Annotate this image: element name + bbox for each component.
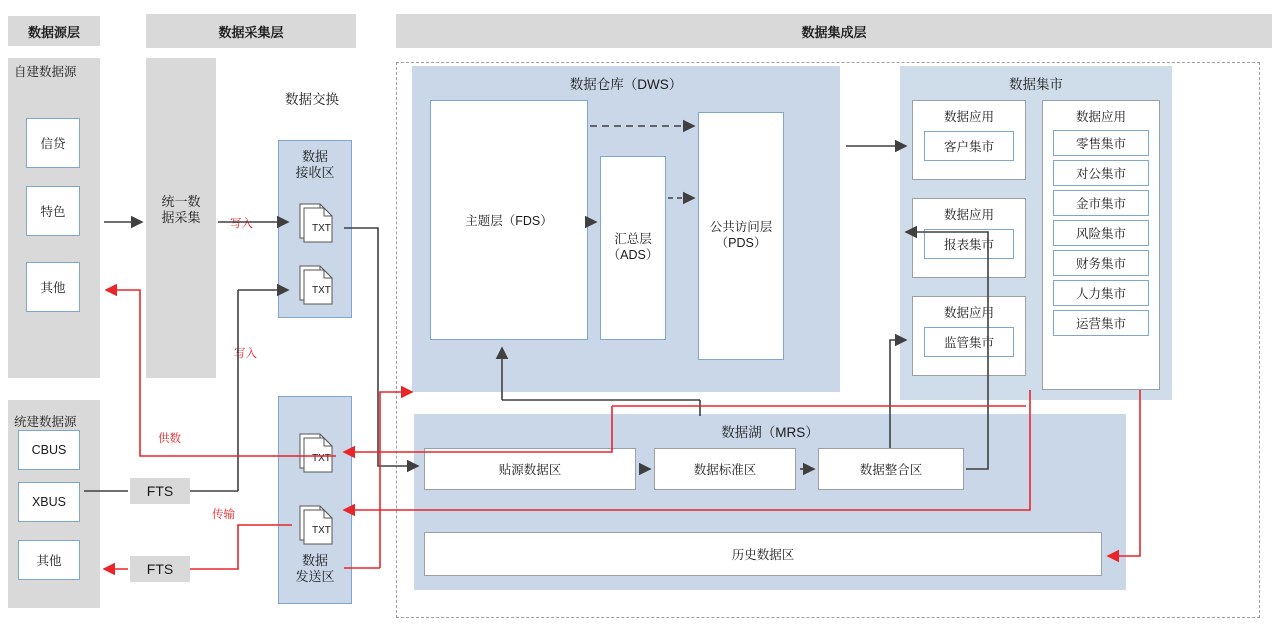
mart-item-report[interactable]: 报表集市: [924, 229, 1014, 259]
lake-zone-standard[interactable]: 数据标准区: [654, 448, 796, 490]
mart-item-customer[interactable]: 客户集市: [924, 131, 1014, 161]
mart-hr[interactable]: 人力集市: [1053, 280, 1149, 306]
mart-finance[interactable]: 财务集市: [1053, 250, 1149, 276]
txt-file-send-1[interactable]: [292, 430, 338, 476]
header-integration-layer: [396, 14, 1272, 48]
fts-top[interactable]: FTS: [130, 478, 190, 504]
svg-text:TXT: TXT: [312, 453, 331, 464]
header-source-layer-label: 数据源层: [27, 24, 80, 40]
unified-collect-label: 统一数 据采集: [161, 193, 201, 225]
header-collect-layer-label: 数据采集层: [218, 24, 284, 40]
lake-zone-integration[interactable]: 数据整合区: [818, 448, 964, 490]
flow-label-write-2: 写入: [234, 348, 257, 360]
mart-group-2-title: 数据应用: [943, 208, 994, 222]
source-item-xbus[interactable]: XBUS: [18, 482, 80, 522]
send-zone-label: 数据 发送区: [295, 552, 335, 584]
mart-group-2: [912, 198, 1026, 278]
self-built-source-title: 自建数据源: [14, 65, 77, 79]
dws-title: 数据仓库（DWS）: [569, 77, 683, 92]
mart-item-supervision[interactable]: 监管集市: [924, 327, 1014, 357]
source-item-feature[interactable]: 特色: [26, 186, 80, 236]
flow-label-supply: 供数: [158, 433, 181, 445]
svg-text:TXT: TXT: [312, 285, 331, 296]
mart-operation[interactable]: 运营集市: [1053, 310, 1149, 336]
svg-text:TXT: TXT: [312, 223, 331, 234]
txt-file-receive-1[interactable]: [292, 200, 338, 246]
mart-group-1: [912, 100, 1026, 180]
mart-risk[interactable]: 风险集市: [1053, 220, 1149, 246]
header-integration-layer-label: 数据集成层: [801, 24, 867, 40]
header-source-layer: [8, 16, 100, 46]
lake-title: 数据湖（MRS）: [721, 425, 819, 440]
dws-ads-box[interactable]: 汇总层 （ADS）: [600, 156, 666, 340]
txt-file-send-2[interactable]: [292, 502, 338, 548]
source-item-other-2[interactable]: 其他: [18, 540, 80, 580]
lake-zone-history[interactable]: 历史数据区: [424, 532, 1102, 576]
unified-built-source-title: 统建数据源: [14, 415, 77, 429]
lake-zone-source[interactable]: 贴源数据区: [424, 448, 636, 490]
data-exchange-title: 数据交换: [285, 92, 339, 107]
mart-group-1-title: 数据应用: [943, 110, 994, 124]
mart-title: 数据集市: [1009, 77, 1063, 92]
mart-group-3: [912, 296, 1026, 376]
mart-app-group-right: [1042, 100, 1160, 390]
receive-zone-label: 数据 接收区: [295, 148, 335, 180]
dws-fds-box[interactable]: 主题层（FDS）: [430, 100, 588, 340]
mart-app-right-title: 数据应用: [1075, 110, 1126, 124]
header-collect-layer: [146, 14, 356, 48]
mart-retail[interactable]: 零售集市: [1053, 130, 1149, 156]
mart-finmarket[interactable]: 金市集市: [1053, 190, 1149, 216]
txt-file-receive-2[interactable]: [292, 262, 338, 308]
source-item-credit[interactable]: 信贷: [26, 118, 80, 168]
source-item-other[interactable]: 其他: [26, 262, 80, 312]
flow-label-write-1: 写入: [230, 218, 253, 230]
source-item-cbus[interactable]: CBUS: [18, 430, 80, 470]
dws-pds-box[interactable]: 公共访问层 （PDS）: [698, 112, 784, 360]
flow-label-transfer: 传输: [212, 509, 235, 521]
mart-corporate[interactable]: 对公集市: [1053, 160, 1149, 186]
mart-group-3-title: 数据应用: [943, 306, 994, 320]
svg-text:TXT: TXT: [312, 525, 331, 536]
fts-bottom[interactable]: FTS: [130, 556, 190, 582]
